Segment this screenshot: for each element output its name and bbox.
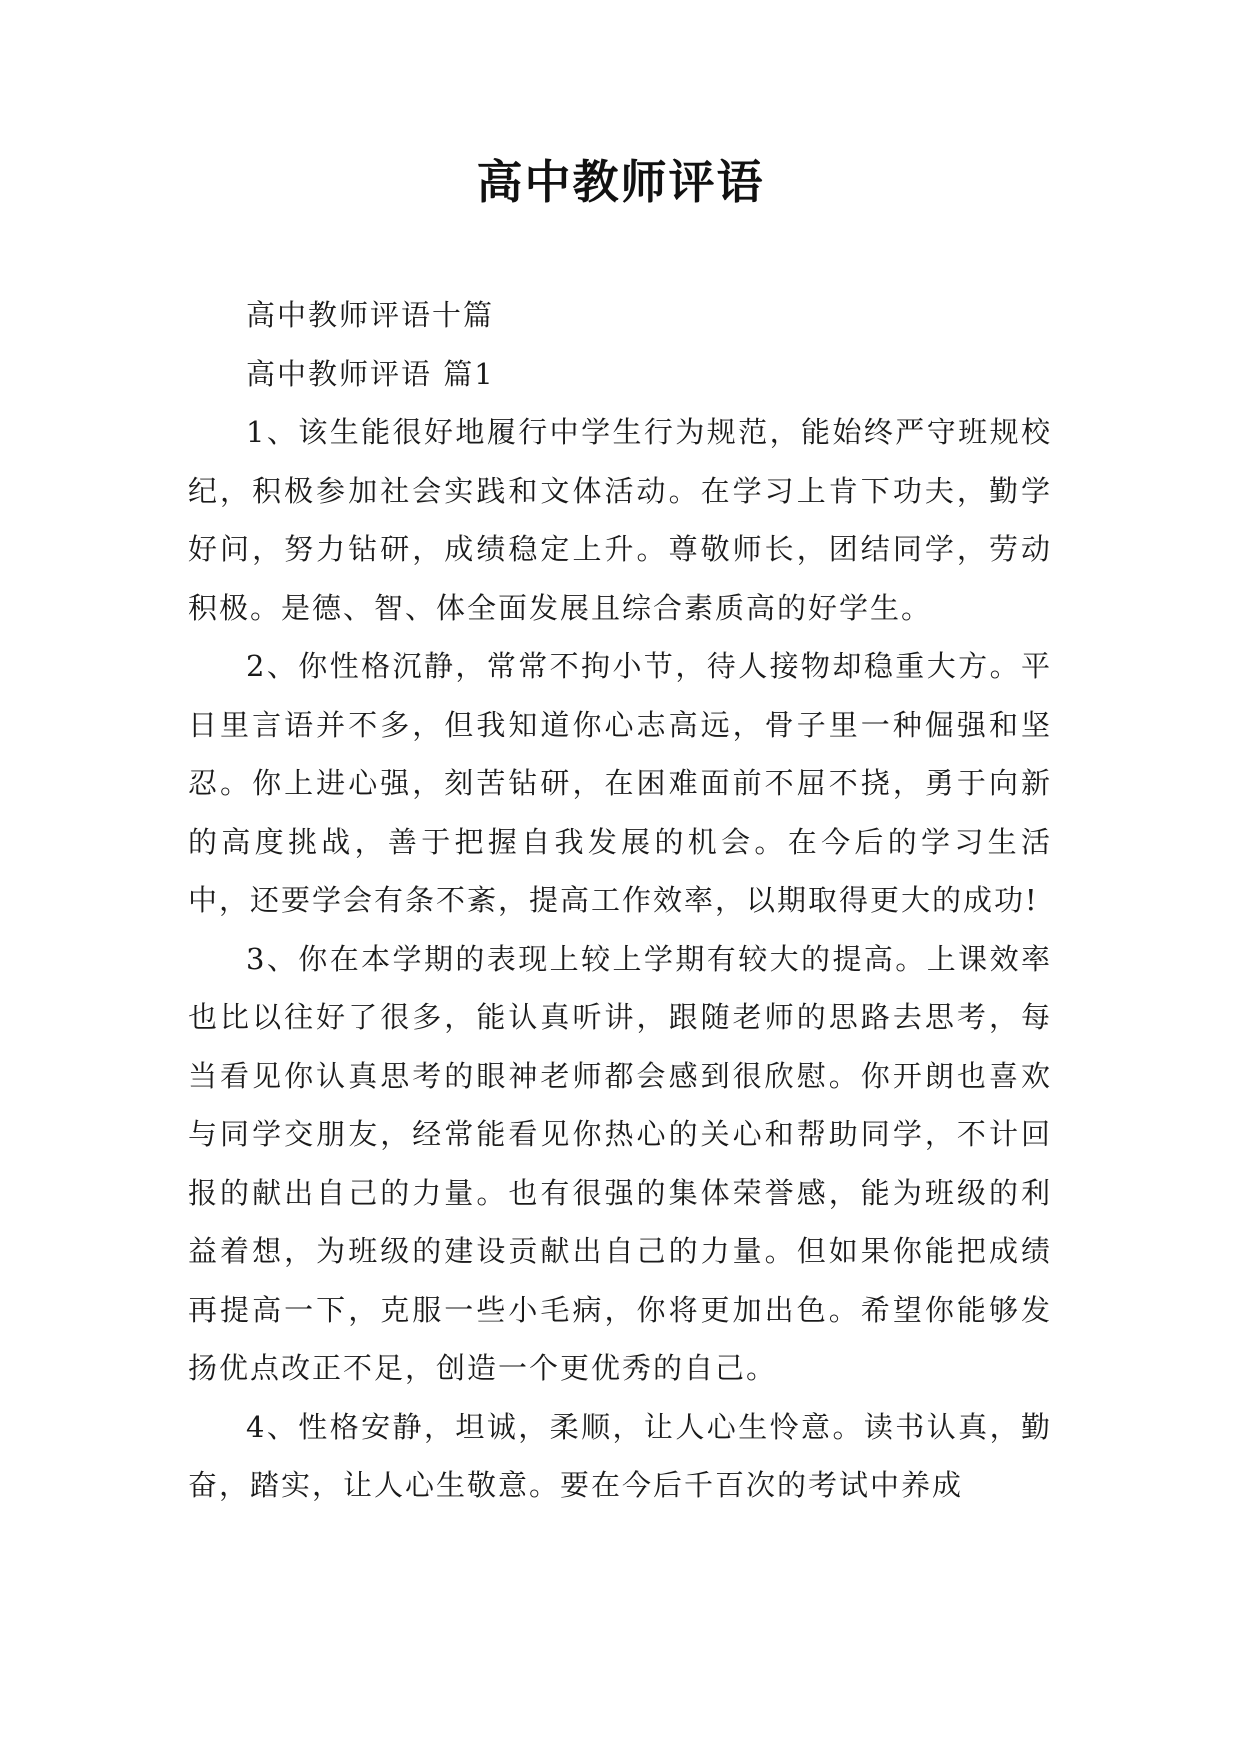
document-title: 高中教师评语: [476, 155, 765, 209]
comment-paragraph-3: 3、你在本学期的表现上较上学期有较大的提高。上课效率也比以往好了很多，能认真听讲，跟随老师的思路去思考，每当看见你认真思考的眼神老师都会感到很欣慰。你开朗也喜欢与同学交朋友，经常能看见你热心的关心和帮助同学，不计回报的献出自己的力量。也有很强的集体荣誉感，能为班级的利益着想，为班级的建设贡献出自己的力量。但如果你能把成绩再提高一下，克服一些小毛病，你将更加出色。希望你能够发扬优点改正不足，创造一个更优秀的自己。: [188, 941, 1052, 1385]
subtitle-paragraph: 高中教师评语十篇: [246, 298, 495, 332]
comment-paragraph-4: 4、性格安静，坦诚，柔顺，让人心生怜意。读书认真，勤奋，踏实，让人心生敬意。要在今后千百次的考试中养成: [188, 1409, 1052, 1502]
document-body: [188, 286, 1052, 1515]
comment-paragraph-1: 1、该生能很好地履行中学生行为规范，能始终严守班规校纪，积极参加社会实践和文体活动。在学习上肯下功夫，勤学好问，努力钻研，成绩稳定上升。尊敬师长，团结同学，劳动积极。是德、智、体全面发展且综合素质高的好学生。: [188, 415, 1052, 625]
section-heading: 高中教师评语 篇1: [246, 356, 495, 391]
comment-paragraph-2: 2、你性格沉静，常常不拘小节，待人接物却稳重大方。平日里言语并不多，但我知道你心志高远，骨子里一种倔强和坚忍。你上进心强，刻苦钻研，在困难面前不屈不挠，勇于向新的高度挑战，善于把握自我发展的机会。在今后的学习生活中，还要学会有条不紊，提高工作效率，以期取得更大的成功!: [188, 649, 1052, 917]
